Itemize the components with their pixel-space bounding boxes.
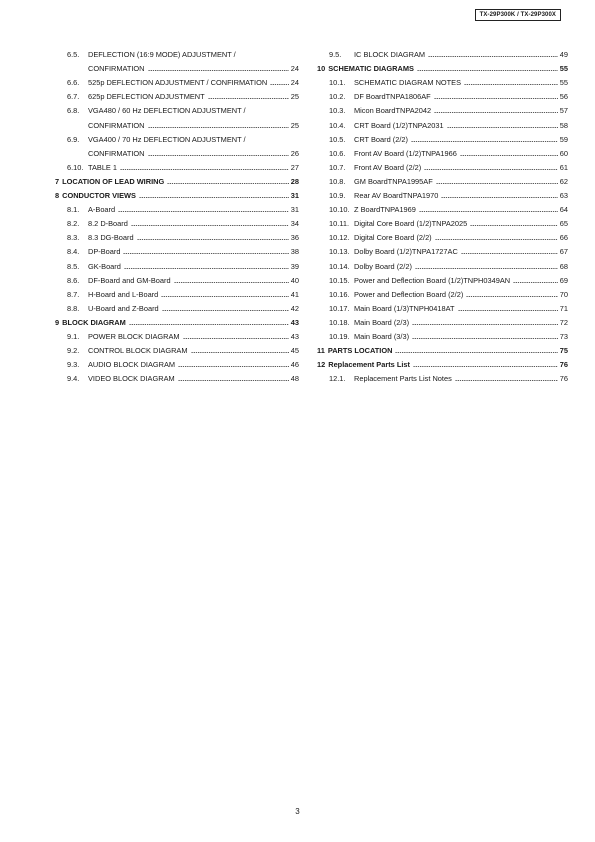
toc-entry-page: 27 <box>290 162 299 172</box>
dot-leader <box>148 127 289 128</box>
dot-leader <box>148 155 289 156</box>
toc-entry[interactable] <box>317 228 568 242</box>
toc-entry[interactable] <box>317 115 568 129</box>
dot-leader <box>413 366 558 367</box>
toc-entry-number: 10.13. <box>329 247 350 257</box>
toc-entry-number: 9.5. <box>329 50 342 60</box>
toc-entry-title: Front AV Board (2/2) <box>354 162 422 172</box>
dot-leader <box>436 183 558 184</box>
toc-entry-number: 12 <box>317 360 326 370</box>
toc-entry-page: 39 <box>290 261 299 271</box>
toc-entry[interactable] <box>55 228 299 242</box>
toc-entry-page: 31 <box>290 205 299 215</box>
toc-entry[interactable] <box>55 115 299 129</box>
dot-leader <box>183 338 289 339</box>
dot-leader <box>129 324 289 325</box>
dot-leader <box>455 380 558 381</box>
toc-entry-title: A-Board <box>88 205 116 215</box>
toc-entry-title: DEFLECTION (16:9 MODE) ADJUSTMENT / <box>88 50 236 60</box>
toc-entry[interactable] <box>317 299 568 313</box>
toc-entry-title: GK-Board <box>88 261 121 271</box>
toc-entry-page: 58 <box>559 120 568 130</box>
toc-entry-page: 59 <box>559 134 568 144</box>
toc-entry-title: CONDUCTOR VIEWS <box>62 191 136 201</box>
toc-entry-page: 76 <box>559 360 568 370</box>
toc-entry-number: 10.4. <box>329 120 346 130</box>
toc-entry-page: 36 <box>290 233 299 243</box>
toc-entry-page: 72 <box>559 317 568 327</box>
toc-entry-title: DF BoardTNPA1806AF <box>354 92 431 102</box>
toc-entry-page: 25 <box>290 120 299 130</box>
toc-entry-number: 9.4. <box>67 374 80 384</box>
dot-leader <box>441 197 557 198</box>
toc-entry[interactable] <box>55 327 299 341</box>
toc-entry-page: 43 <box>290 331 299 341</box>
toc-entry-number: 8.7. <box>67 289 80 299</box>
toc-entry-page: 69 <box>559 275 568 285</box>
dot-leader <box>434 112 558 113</box>
toc-entry-title: VGA400 / 70 Hz DEFLECTION ADJUSTMENT / <box>88 134 246 144</box>
toc-entry-page: 61 <box>559 162 568 172</box>
toc-entry-number: 11 <box>317 346 325 356</box>
toc-entry-page: 45 <box>290 346 299 356</box>
dot-leader <box>470 225 558 226</box>
toc-entry-number: 7 <box>55 176 60 186</box>
toc-entry-title: Front AV Board (1/2)TNPA1966 <box>354 148 457 158</box>
toc-entry-number: 6.6. <box>67 78 80 88</box>
toc-entry-number: 12.1. <box>329 374 346 384</box>
dot-leader <box>174 282 289 283</box>
dot-leader <box>461 253 558 254</box>
toc-entry[interactable] <box>317 242 568 256</box>
dot-leader <box>424 169 558 170</box>
dot-leader <box>466 296 557 297</box>
page-number: 3 <box>295 807 300 816</box>
toc-entry[interactable] <box>317 144 568 158</box>
dot-leader <box>161 296 289 297</box>
toc-entry-page: 24 <box>290 64 299 74</box>
toc-entry[interactable] <box>317 87 568 101</box>
toc-entry[interactable] <box>55 299 299 313</box>
dot-leader <box>148 70 289 71</box>
toc-entry-page: 43 <box>290 317 299 327</box>
toc-entry[interactable] <box>55 271 299 285</box>
dot-leader <box>434 98 558 99</box>
toc-entry-title: DP-Board <box>88 247 121 257</box>
dot-leader <box>435 239 558 240</box>
toc-entry-title: CONTROL BLOCK DIAGRAM <box>88 346 188 356</box>
toc-entry[interactable] <box>55 101 299 115</box>
toc-entry-number: 6.9. <box>67 134 80 144</box>
toc-entry-number: 10.1. <box>329 78 346 88</box>
dot-leader <box>123 253 288 254</box>
toc-entry[interactable] <box>317 355 568 369</box>
toc-entry-title: SCHEMATIC DIAGRAMS <box>328 64 414 74</box>
toc-entry[interactable] <box>317 200 568 214</box>
toc-entry-number: 8.4. <box>67 247 80 257</box>
toc-entry[interactable] <box>55 186 299 200</box>
toc-entry[interactable] <box>55 158 299 172</box>
toc-entry-page: 34 <box>290 219 299 229</box>
toc-entry-number: 10.6. <box>329 148 346 158</box>
toc-entry[interactable] <box>317 59 568 73</box>
toc-entry-title: Digital Core Board (2/2) <box>354 233 432 243</box>
toc-entry-page: 73 <box>559 331 568 341</box>
toc-entry-page: 40 <box>290 275 299 285</box>
toc-entry-number: 10.12. <box>329 233 350 243</box>
toc-entry-page: 25 <box>290 92 299 102</box>
toc-entry[interactable] <box>55 242 299 256</box>
toc-entry-title: LOCATION OF LEAD WIRING <box>62 176 165 186</box>
dot-leader <box>124 268 289 269</box>
toc-entry-page: 66 <box>559 233 568 243</box>
toc-entry-number: 6.8. <box>67 106 80 116</box>
toc-entry-number: 10.2. <box>329 92 346 102</box>
toc-entry-number: 9.1. <box>67 331 80 341</box>
toc-entry-title: Power and Deflection Board (1/2)TNPH0349AN <box>354 275 511 285</box>
toc-entry[interactable] <box>317 313 568 327</box>
toc-entry[interactable] <box>317 285 568 299</box>
toc-entry-page: 56 <box>559 92 568 102</box>
toc-left-column <box>55 45 299 383</box>
toc-entry[interactable] <box>55 172 299 186</box>
toc-entry-number: 9.2. <box>67 346 80 356</box>
toc-entry-page: 38 <box>290 247 299 257</box>
toc-entry-number: 6.10. <box>67 162 84 172</box>
toc-entry-title: CONFIRMATION <box>88 120 145 130</box>
toc-entry-title: CONFIRMATION <box>88 148 145 158</box>
toc-entry-number: 10.7. <box>329 162 346 172</box>
toc-entry-title: POWER BLOCK DIAGRAM <box>88 331 180 341</box>
toc-entry-number: 10.15. <box>329 275 350 285</box>
toc-entry-number: 10.3. <box>329 106 346 116</box>
toc-entry-page: 55 <box>559 78 568 88</box>
toc-entry[interactable] <box>55 130 299 144</box>
dot-leader <box>419 211 558 212</box>
toc-entry-title: 8.3 DG-Board <box>88 233 134 243</box>
dot-leader <box>208 98 289 99</box>
toc-entry-page: 60 <box>559 148 568 158</box>
dot-leader <box>411 141 558 142</box>
toc-entry[interactable] <box>55 59 299 73</box>
dot-leader <box>191 352 289 353</box>
dot-leader <box>447 127 558 128</box>
toc-entry[interactable] <box>55 87 299 101</box>
toc-entry[interactable] <box>55 45 299 59</box>
toc-entry-page: 55 <box>559 64 568 74</box>
toc-entry-title: DF-Board and GM-Board <box>88 275 171 285</box>
toc-entry-title: Main Board (1/3)TNPH0418AT <box>354 303 455 313</box>
toc-entry-title: Replacement Parts List <box>328 360 410 370</box>
toc-entry-number: 10.5. <box>329 134 346 144</box>
model-number-label: TX-29P300K / TX-29P300X <box>475 9 561 21</box>
toc-entry[interactable] <box>55 285 299 299</box>
toc-entry-number: 10.8. <box>329 176 346 186</box>
toc-entry-title: CRT Board (1/2)TNPA2031 <box>354 120 444 130</box>
toc-entry-title: GM BoardTNPA1995AF <box>354 176 433 186</box>
toc-entry-title: Micon BoardTNPA2042 <box>354 106 432 116</box>
toc-entry-number: 10.17. <box>329 303 350 313</box>
dot-leader <box>118 211 289 212</box>
toc-entry-page: 57 <box>559 106 568 116</box>
toc-entry-title: Dolby Board (1/2)TNPA1727AC <box>354 247 458 257</box>
toc-entry-title: 625p DEFLECTION ADJUSTMENT <box>88 92 205 102</box>
toc-entry-page: 42 <box>290 303 299 313</box>
dot-leader <box>415 268 558 269</box>
toc-entry-title: Main Board (3/3) <box>354 331 410 341</box>
toc-entry-page: 26 <box>290 148 299 158</box>
toc-entry[interactable] <box>55 144 299 158</box>
toc-entry[interactable] <box>55 369 299 383</box>
toc-entry-number: 8.1. <box>67 205 80 215</box>
toc-entry-number: 8.2. <box>67 219 80 229</box>
toc-entry-title: U-Board and Z-Board <box>88 303 159 313</box>
toc-entry-number: 6.7. <box>67 92 80 102</box>
toc-entry[interactable] <box>317 271 568 285</box>
toc-entry-number: 10.19. <box>329 331 350 341</box>
toc-entry-page: 68 <box>559 261 568 271</box>
toc-entry-title: H-Board and L-Board <box>88 289 159 299</box>
toc-entry-title: PARTS LOCATION <box>327 346 393 356</box>
toc-entry-title: TABLE 1 <box>88 162 118 172</box>
toc-entry-title: Main Board (2/3) <box>354 317 410 327</box>
toc-entry-title: Dolby Board (2/2) <box>354 261 412 271</box>
toc-entry-page: 67 <box>559 247 568 257</box>
dot-leader <box>412 338 558 339</box>
dot-leader <box>120 169 289 170</box>
dot-leader <box>460 155 558 156</box>
toc-entry-page: 28 <box>290 176 299 186</box>
toc-entry-page: 49 <box>559 50 568 60</box>
toc-right-column <box>317 45 568 383</box>
toc-entry-number: 6.5. <box>67 50 80 60</box>
toc-entry-page: 63 <box>559 191 568 201</box>
toc-entry-number: 10.14. <box>329 261 350 271</box>
toc-entry-title: Power and Deflection Board (2/2) <box>354 289 464 299</box>
dot-leader <box>139 197 289 198</box>
toc-entry-number: 10.16. <box>329 289 350 299</box>
dot-leader <box>395 352 557 353</box>
toc-entry[interactable] <box>317 327 568 341</box>
toc-entry[interactable] <box>317 186 568 200</box>
dot-leader <box>167 183 289 184</box>
toc-entry[interactable] <box>317 45 568 59</box>
toc-entry-title: Z BoardTNPA1969 <box>354 205 416 215</box>
toc-entry[interactable] <box>55 341 299 355</box>
toc-entry-page: 31 <box>290 191 299 201</box>
toc-entry-title: VIDEO BLOCK DIAGRAM <box>88 374 175 384</box>
toc-entry-page: 71 <box>559 303 568 313</box>
toc-entry-page: 24 <box>290 78 299 88</box>
dot-leader <box>417 70 558 71</box>
toc-entry-number: 10 <box>317 64 326 74</box>
toc-entry-number: 8.6. <box>67 275 80 285</box>
dot-leader <box>162 310 289 311</box>
toc-entry-number: 10.11. <box>329 219 349 229</box>
toc-entry-title: SCHEMATIC DIAGRAM NOTES <box>354 78 462 88</box>
toc-entry-title: Replacement Parts List Notes <box>354 374 452 384</box>
dot-leader <box>178 380 289 381</box>
toc-entry-title: IC BLOCK DIAGRAM <box>354 50 426 60</box>
toc-entry[interactable] <box>317 158 568 172</box>
toc-entry-title: Rear AV BoardTNPA1970 <box>354 191 439 201</box>
toc-entry-page: 76 <box>559 374 568 384</box>
dot-leader <box>178 366 289 367</box>
toc-entry-number: 8.3. <box>67 233 80 243</box>
dot-leader <box>464 84 558 85</box>
toc-entry[interactable] <box>55 214 299 228</box>
toc-entry-title: 8.2 D-Board <box>88 219 128 229</box>
toc-entry-page: 62 <box>559 176 568 186</box>
toc-entry-title: CONFIRMATION <box>88 64 145 74</box>
dot-leader <box>513 282 558 283</box>
toc-entry[interactable] <box>55 73 299 87</box>
toc-entry[interactable] <box>55 313 299 327</box>
toc-entry[interactable] <box>317 130 568 144</box>
toc-entry-page: 64 <box>559 205 568 215</box>
toc-entry[interactable] <box>317 73 568 87</box>
dot-leader <box>412 324 558 325</box>
toc-entry-title: CRT Board (2/2) <box>354 134 408 144</box>
dot-leader <box>270 84 289 85</box>
toc-entry-number: 10.9. <box>329 191 346 201</box>
toc-entry[interactable] <box>55 355 299 369</box>
toc-entry-number: 10.18. <box>329 317 350 327</box>
toc-entry-title: AUDIO BLOCK DIAGRAM <box>88 360 176 370</box>
toc-entry[interactable] <box>317 214 568 228</box>
toc-entry[interactable] <box>55 256 299 270</box>
toc-entry-page: 48 <box>290 374 299 384</box>
toc-entry[interactable] <box>317 172 568 186</box>
toc-entry-number: 8.8. <box>67 303 80 313</box>
toc-entry-title: Digital Core Board (1/2)TNPA2025 <box>354 219 468 229</box>
dot-leader <box>428 56 558 57</box>
toc-entry-number: 9.3. <box>67 360 80 370</box>
toc-entry[interactable] <box>55 200 299 214</box>
dot-leader <box>131 225 289 226</box>
toc-entry[interactable] <box>317 256 568 270</box>
toc-entry[interactable] <box>317 341 568 355</box>
toc-entry[interactable] <box>317 369 568 383</box>
toc-entry-page: 70 <box>559 289 568 299</box>
toc-entry-page: 75 <box>559 346 568 356</box>
toc-entry-title: BLOCK DIAGRAM <box>62 317 126 327</box>
toc-entry-title: 525p DEFLECTION ADJUSTMENT / CONFIRMATION <box>88 78 268 88</box>
toc-entry-number: 10.10. <box>329 205 350 215</box>
dot-leader <box>137 239 289 240</box>
toc-entry-number: 8 <box>55 191 60 201</box>
toc-entry-page: 65 <box>559 219 568 229</box>
toc-entry-page: 41 <box>290 289 299 299</box>
toc-entry-title: VGA480 / 60 Hz DEFLECTION ADJUSTMENT / <box>88 106 246 116</box>
toc-entry-number: 8.5. <box>67 261 80 271</box>
toc-entry[interactable] <box>317 101 568 115</box>
toc-entry-page: 46 <box>290 360 299 370</box>
toc-entry-number: 9 <box>55 317 60 327</box>
dot-leader <box>458 310 558 311</box>
